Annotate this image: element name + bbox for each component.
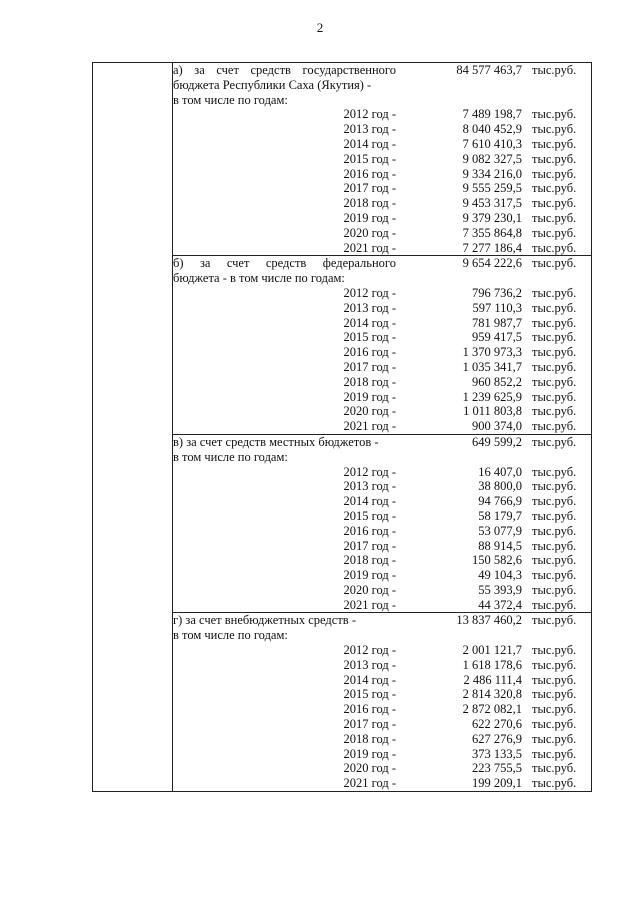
year-amount: 960 852,2 bbox=[472, 374, 522, 389]
year-amount: 9 334 216,0 bbox=[462, 166, 522, 181]
year-amount: 627 276,9 bbox=[472, 731, 522, 746]
year-label: 2019 год - bbox=[343, 746, 396, 761]
year-label: 2017 год - bbox=[343, 359, 396, 374]
year-amount: 9 555 259,5 bbox=[462, 181, 522, 196]
year-amount: 597 110,3 bbox=[472, 300, 522, 315]
year-amount: 55 393,9 bbox=[478, 582, 522, 597]
year-label: 2013 год - bbox=[343, 657, 396, 672]
year-row bbox=[173, 539, 591, 554]
year-amount: 7 277 186,4 bbox=[462, 240, 522, 255]
year-row bbox=[173, 702, 591, 717]
section-total: 9 654 222,6 bbox=[462, 256, 522, 271]
year-label: 2018 год - bbox=[343, 731, 396, 746]
year-amount: 9 379 230,1 bbox=[462, 210, 522, 225]
year-row bbox=[173, 673, 591, 688]
year-unit: тыс.руб. bbox=[532, 122, 577, 137]
year-amount: 7 610 410,3 bbox=[462, 136, 522, 151]
year-unit: тыс.руб. bbox=[532, 494, 577, 509]
section-subtitle: в том числе по годам: bbox=[173, 449, 288, 464]
year-label: 2016 год - bbox=[343, 345, 396, 360]
year-row bbox=[173, 345, 591, 360]
section-title bbox=[173, 63, 396, 78]
section-title: г) за счет внебюджетных средств - bbox=[173, 613, 356, 628]
year-label: 2014 год - bbox=[343, 315, 396, 330]
year-label: 2014 год - bbox=[343, 136, 396, 151]
year-row bbox=[173, 419, 591, 434]
year-unit: тыс.руб. bbox=[532, 166, 577, 181]
section-title bbox=[173, 256, 396, 271]
year-amount: 622 270,6 bbox=[472, 717, 522, 732]
year-row bbox=[173, 479, 591, 494]
year-unit: тыс.руб. bbox=[532, 597, 577, 612]
year-label: 2016 год - bbox=[343, 523, 396, 538]
year-label: 2020 год - bbox=[343, 404, 396, 419]
year-amount: 38 800,0 bbox=[478, 479, 522, 494]
year-amount: 7 355 864,8 bbox=[462, 225, 522, 240]
year-row bbox=[173, 122, 591, 137]
year-unit: тыс.руб. bbox=[532, 315, 577, 330]
year-row bbox=[173, 598, 591, 613]
year-label: 2015 год - bbox=[343, 508, 396, 523]
year-label: 2018 год - bbox=[343, 196, 396, 211]
year-label: 2021 год - bbox=[343, 597, 396, 612]
section-title: в) за счет средств местных бюджетов - bbox=[173, 434, 379, 449]
section-title-line: бюджета Республики Саха (Якутия) - bbox=[173, 77, 372, 92]
year-row bbox=[173, 465, 591, 480]
year-unit: тыс.руб. bbox=[532, 538, 577, 553]
year-label: 2015 год - bbox=[343, 330, 396, 345]
year-unit: тыс.руб. bbox=[532, 643, 577, 658]
year-row bbox=[173, 568, 591, 583]
year-unit: тыс.руб. bbox=[532, 374, 577, 389]
year-label: 2013 год - bbox=[343, 122, 396, 137]
year-amount: 9 082 327,5 bbox=[462, 151, 522, 166]
year-amount: 16 407,0 bbox=[478, 464, 522, 479]
year-label: 2015 год - bbox=[343, 687, 396, 702]
year-label: 2012 год - bbox=[343, 643, 396, 658]
section-local-budgets bbox=[173, 434, 591, 613]
year-amount: 900 374,0 bbox=[472, 419, 522, 434]
year-unit: тыс.руб. bbox=[532, 285, 577, 300]
year-unit: тыс.руб. bbox=[532, 300, 577, 315]
year-unit: тыс.руб. bbox=[532, 389, 577, 404]
section-unit: тыс.руб. bbox=[532, 434, 577, 449]
year-row bbox=[173, 761, 591, 776]
section-state-budget bbox=[173, 63, 591, 255]
section-subtitle: в том числе по годам: bbox=[173, 628, 288, 643]
year-row bbox=[173, 330, 591, 345]
year-unit: тыс.руб. bbox=[532, 196, 577, 211]
year-row bbox=[173, 375, 591, 390]
year-row bbox=[173, 241, 591, 256]
year-row bbox=[173, 717, 591, 732]
year-row bbox=[173, 181, 591, 196]
year-label: 2012 год - bbox=[343, 285, 396, 300]
year-label: 2019 год - bbox=[343, 568, 396, 583]
year-amount: 1 239 625,9 bbox=[462, 389, 522, 404]
year-amount: 150 582,6 bbox=[472, 553, 522, 568]
year-label: 2012 год - bbox=[343, 107, 396, 122]
year-unit: тыс.руб. bbox=[532, 181, 577, 196]
year-unit: тыс.руб. bbox=[532, 359, 577, 374]
year-amount: 2 872 082,1 bbox=[462, 702, 522, 717]
section-title-line: б) за счет средств федерального bbox=[173, 256, 396, 271]
year-list bbox=[173, 107, 591, 255]
year-row bbox=[173, 107, 591, 122]
year-label: 2012 год - bbox=[343, 464, 396, 479]
year-label: 2013 год - bbox=[343, 479, 396, 494]
year-label: 2018 год - bbox=[343, 374, 396, 389]
year-unit: тыс.руб. bbox=[532, 553, 577, 568]
year-label: 2019 год - bbox=[343, 389, 396, 404]
year-unit: тыс.руб. bbox=[532, 136, 577, 151]
year-amount: 53 077,9 bbox=[478, 523, 522, 538]
section-header bbox=[173, 613, 591, 628]
section-total: 649 599,2 bbox=[472, 434, 522, 449]
year-unit: тыс.руб. bbox=[532, 240, 577, 255]
year-label: 2019 год - bbox=[343, 210, 396, 225]
year-row bbox=[173, 316, 591, 331]
section-unit: тыс.руб. bbox=[532, 256, 577, 271]
year-row bbox=[173, 747, 591, 762]
year-list bbox=[173, 286, 591, 434]
year-amount: 781 987,7 bbox=[472, 315, 522, 330]
year-unit: тыс.руб. bbox=[532, 702, 577, 717]
year-unit: тыс.руб. bbox=[532, 345, 577, 360]
year-amount: 1 011 803,8 bbox=[463, 404, 522, 419]
year-list bbox=[173, 465, 591, 613]
year-label: 2014 год - bbox=[343, 494, 396, 509]
year-row bbox=[173, 687, 591, 702]
year-unit: тыс.руб. bbox=[532, 761, 577, 776]
year-label: 2017 год - bbox=[343, 181, 396, 196]
year-label: 2016 год - bbox=[343, 166, 396, 181]
year-row bbox=[173, 152, 591, 167]
year-row bbox=[173, 643, 591, 658]
year-amount: 9 453 317,5 bbox=[462, 196, 522, 211]
year-row bbox=[173, 658, 591, 673]
year-list bbox=[173, 643, 591, 791]
year-row bbox=[173, 404, 591, 419]
year-amount: 796 736,2 bbox=[472, 285, 522, 300]
year-unit: тыс.руб. bbox=[532, 746, 577, 761]
year-unit: тыс.руб. bbox=[532, 330, 577, 345]
year-unit: тыс.руб. bbox=[532, 568, 577, 583]
empty-left-cell bbox=[93, 63, 173, 792]
year-label: 2015 год - bbox=[343, 151, 396, 166]
funding-sources-cell bbox=[173, 63, 592, 792]
year-unit: тыс.руб. bbox=[532, 479, 577, 494]
year-unit: тыс.руб. bbox=[532, 672, 577, 687]
year-label: 2021 год - bbox=[343, 240, 396, 255]
section-subtitle: бюджета - в том числе по годам: bbox=[173, 271, 345, 286]
year-row bbox=[173, 553, 591, 568]
section-federal-budget bbox=[173, 255, 591, 434]
year-unit: тыс.руб. bbox=[532, 657, 577, 672]
year-unit: тыс.руб. bbox=[532, 225, 577, 240]
year-unit: тыс.руб. bbox=[532, 419, 577, 434]
year-amount: 223 755,5 bbox=[472, 761, 522, 776]
year-row bbox=[173, 524, 591, 539]
year-label: 2013 год - bbox=[343, 300, 396, 315]
year-unit: тыс.руб. bbox=[532, 582, 577, 597]
year-unit: тыс.руб. bbox=[532, 508, 577, 523]
year-row bbox=[173, 211, 591, 226]
table-row bbox=[93, 63, 592, 792]
year-row bbox=[173, 509, 591, 524]
year-label: 2018 год - bbox=[343, 553, 396, 568]
year-unit: тыс.руб. bbox=[532, 717, 577, 732]
year-row bbox=[173, 301, 591, 316]
year-amount: 49 104,3 bbox=[478, 568, 522, 583]
year-amount: 44 372,4 bbox=[478, 597, 522, 612]
year-unit: тыс.руб. bbox=[532, 464, 577, 479]
section-total: 13 837 460,2 bbox=[456, 613, 522, 628]
year-row bbox=[173, 226, 591, 241]
year-amount: 7 489 198,7 bbox=[462, 107, 522, 122]
year-amount: 2 814 320,8 bbox=[462, 687, 522, 702]
year-label: 2017 год - bbox=[343, 538, 396, 553]
year-amount: 2 001 121,7 bbox=[462, 643, 522, 658]
section-unit: тыс.руб. bbox=[532, 63, 577, 77]
section-extrabudgetary bbox=[173, 612, 591, 791]
year-row bbox=[173, 583, 591, 598]
funding-table bbox=[92, 62, 592, 792]
year-amount: 94 766,9 bbox=[478, 494, 522, 509]
year-row bbox=[173, 137, 591, 152]
year-unit: тыс.руб. bbox=[532, 210, 577, 225]
section-header bbox=[173, 63, 591, 78]
year-label: 2020 год - bbox=[343, 582, 396, 597]
year-label: 2014 год - bbox=[343, 672, 396, 687]
year-amount: 373 133,5 bbox=[472, 746, 522, 761]
year-unit: тыс.руб. bbox=[532, 731, 577, 746]
year-amount: 959 417,5 bbox=[472, 330, 522, 345]
year-amount: 8 040 452,9 bbox=[462, 122, 522, 137]
year-unit: тыс.руб. bbox=[532, 776, 577, 791]
year-label: 2016 год - bbox=[343, 702, 396, 717]
year-row bbox=[173, 732, 591, 747]
year-label: 2020 год - bbox=[343, 761, 396, 776]
year-amount: 199 209,1 bbox=[472, 776, 522, 791]
year-amount: 1 618 178,6 bbox=[462, 657, 522, 672]
year-label: 2021 год - bbox=[343, 419, 396, 434]
section-header bbox=[173, 435, 591, 450]
section-subtitle: в том числе по годам: bbox=[173, 92, 288, 107]
year-unit: тыс.руб. bbox=[532, 151, 577, 166]
year-unit: тыс.руб. bbox=[532, 523, 577, 538]
section-header bbox=[173, 256, 591, 271]
year-row bbox=[173, 776, 591, 791]
year-unit: тыс.руб. bbox=[532, 107, 577, 122]
year-unit: тыс.руб. bbox=[532, 404, 577, 419]
year-row bbox=[173, 360, 591, 375]
year-label: 2020 год - bbox=[343, 225, 396, 240]
page-number: 2 bbox=[316, 20, 324, 35]
year-amount: 1 035 341,7 bbox=[462, 359, 522, 374]
section-total: 84 577 463,7 bbox=[456, 63, 522, 77]
year-row bbox=[173, 196, 591, 211]
year-label: 2021 год - bbox=[343, 776, 396, 791]
year-row bbox=[173, 286, 591, 301]
year-row bbox=[173, 390, 591, 405]
year-amount: 88 914,5 bbox=[478, 538, 522, 553]
year-row bbox=[173, 167, 591, 182]
year-unit: тыс.руб. bbox=[532, 687, 577, 702]
year-amount: 1 370 973,3 bbox=[462, 345, 522, 360]
section-unit: тыс.руб. bbox=[532, 613, 577, 628]
year-row bbox=[173, 494, 591, 509]
year-amount: 58 179,7 bbox=[478, 508, 522, 523]
year-label: 2017 год - bbox=[343, 717, 396, 732]
year-amount: 2 486 111,4 bbox=[463, 672, 522, 687]
section-title-line: а) за счет средств государственного bbox=[173, 63, 396, 77]
